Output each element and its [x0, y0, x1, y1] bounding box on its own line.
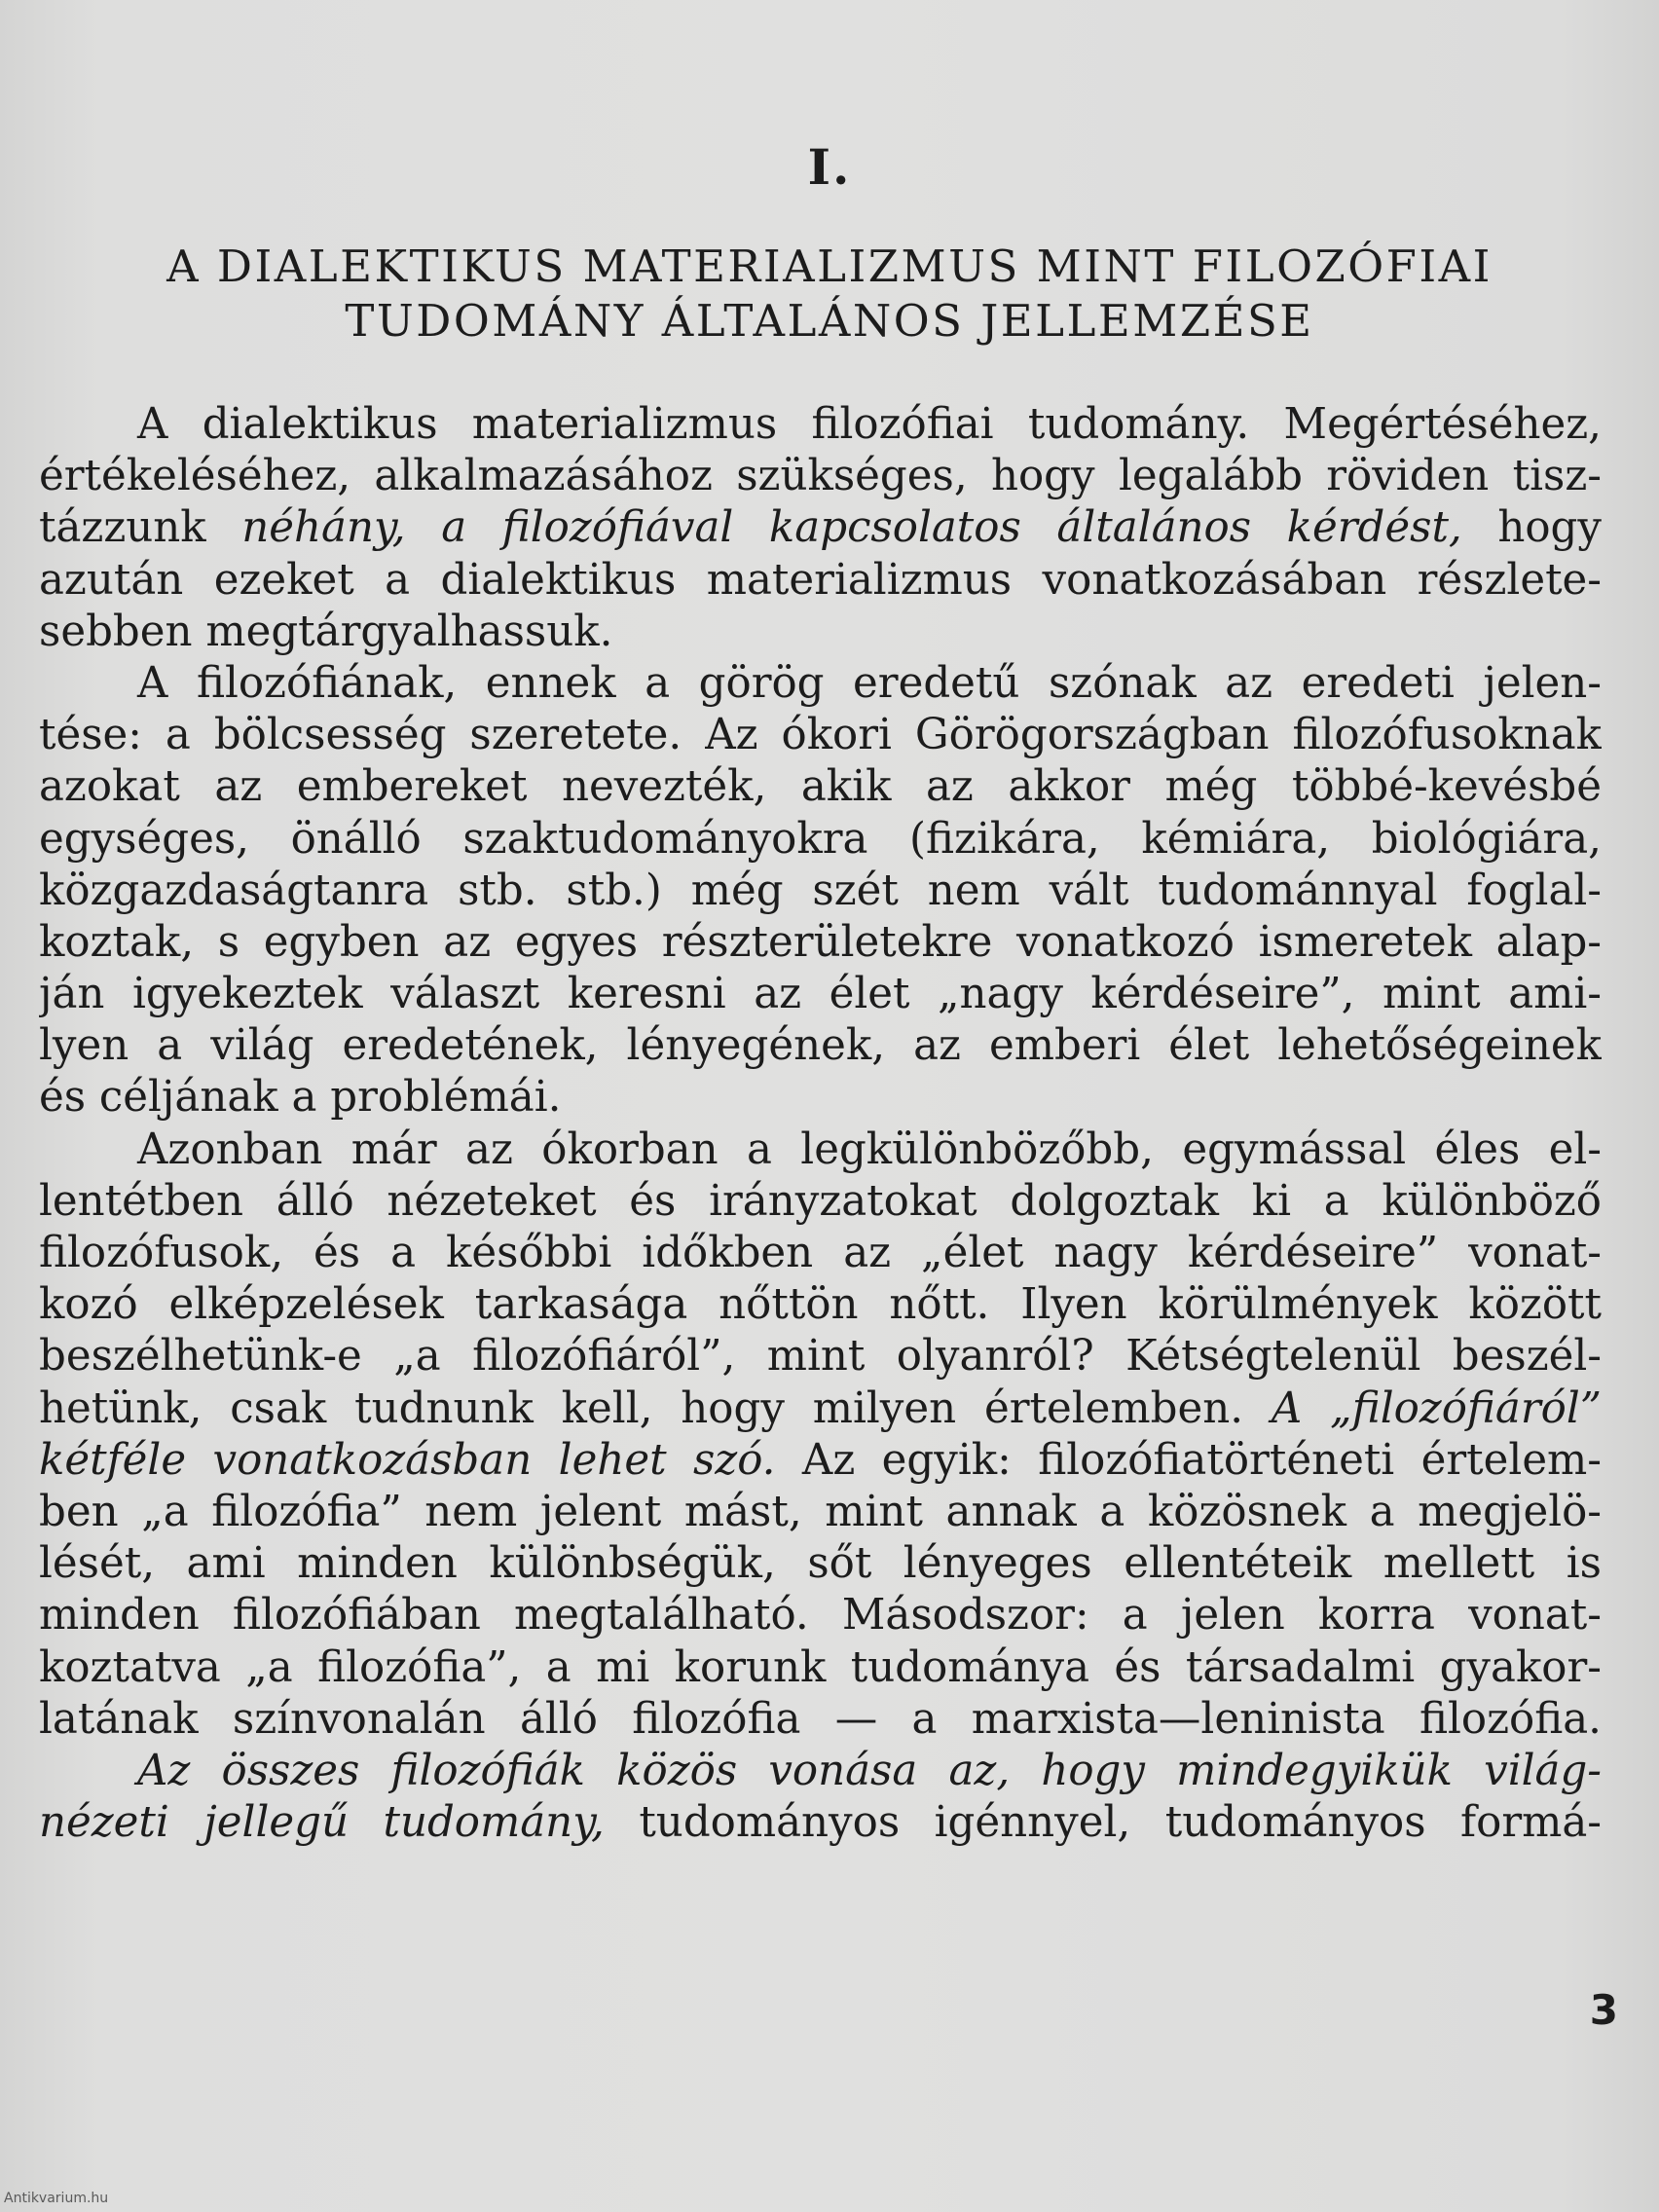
text-line — [39, 502, 1602, 554]
text-run: ben „a filozófia” nem jelent mást, mint annak a közösnek a megjelö- — [39, 1487, 1602, 1536]
text-run: hetünk, csak tudnunk kell, hogy milyen értelemben. — [39, 1383, 1272, 1433]
text-line — [39, 761, 1602, 813]
text-line — [39, 710, 1602, 761]
text-run: minden filozófiában megtalálható. Másodszor: a jelen korra vonat- — [39, 1591, 1602, 1641]
text-run: A filozófiának, ennek a görög eredetű szónak az eredeti jelen- — [137, 658, 1602, 708]
text-run: koztatva „a filozófia”, a mi korunk tudománya és társadalmi gyakor- — [39, 1642, 1602, 1692]
text-run: A dialektikus materializmus filozófiai tudomány. Megértéséhez, — [137, 400, 1602, 449]
text-run: beszélhetünk-e „a filozófiáról”, mint olyanról? Kétségtelenül beszél- — [39, 1332, 1602, 1382]
text-run: lentétben álló nézeteket és irányzatokat dolgoztak ki a különböző — [39, 1176, 1602, 1226]
text-run: sebben megtárgyalhassuk. — [39, 607, 613, 656]
text-run: azokat az embereket nevezték, akik az akkor még többé-kevésbé — [39, 762, 1602, 812]
italic-run: kétféle vonatkozásban lehet szó. — [39, 1435, 776, 1485]
text-run: kozó elképzelések tarkasága nőttön nőtt. Ilyen körülmények között — [39, 1280, 1602, 1330]
text-line — [39, 399, 1602, 451]
watermark: Antikvarium.hu — [4, 2191, 109, 2206]
text-line — [39, 1590, 1602, 1641]
text-line — [39, 1435, 1602, 1487]
text-run: közgazdaságtanra stb. stb.) még szét nem vált tudománnyal foglal- — [39, 866, 1602, 915]
body-text — [39, 399, 1602, 1849]
italic-run: Az összes filozófiák közös vonása az, hogy mindegyikük világ- — [137, 1746, 1602, 1795]
text-line — [39, 1538, 1602, 1590]
text-line — [39, 1694, 1602, 1746]
text-run: latának színvonalán álló filozófia — a marxista—leninista filozófia. — [39, 1694, 1602, 1744]
text-line — [39, 1642, 1602, 1694]
text-run: hogy — [1461, 503, 1602, 553]
text-line — [39, 1279, 1602, 1331]
text-line — [39, 917, 1602, 969]
text-line — [39, 969, 1602, 1020]
text-run: értékeléséhez, alkalmazásához szükséges, hogy legalább röviden tisz- — [39, 452, 1602, 501]
text-line — [39, 1176, 1602, 1228]
italic-run: néhány, a filozófiával kapcsolatos általános kérdést, — [241, 503, 1462, 553]
text-line — [39, 555, 1602, 607]
chapter-number: I. — [807, 138, 852, 196]
text-line — [39, 1124, 1602, 1176]
text-line — [39, 451, 1602, 502]
text-run: filozófusok, és a későbbi időkben az „élet nagy kérdéseire” vonat- — [39, 1229, 1602, 1277]
text-line — [39, 1072, 1602, 1124]
chapter-title-line: A DIALEKTIKUS MATERIALIZMUS MINT FILOZÓFIAI — [166, 240, 1493, 292]
text-run: azután ezeket a dialektikus materializmus vonatkozásában részlete- — [39, 555, 1602, 605]
italic-run: nézeti jellegű tudomány, — [39, 1798, 605, 1848]
text-run: és céljának a problémái. — [39, 1073, 562, 1123]
text-run: Az egyik: filozófiatörténeti értelem- — [775, 1435, 1602, 1485]
text-line — [39, 1331, 1602, 1382]
text-line — [39, 1487, 1602, 1538]
text-run: tudományos igénnyel, tudományos formá- — [604, 1798, 1602, 1848]
text-line — [39, 1746, 1602, 1797]
text-line — [39, 1228, 1602, 1279]
text-run: tázzunk — [39, 503, 242, 553]
italic-run: A „filozófiáról” — [1271, 1383, 1602, 1433]
page-number: 3 — [1589, 1986, 1618, 2034]
text-line — [39, 1020, 1602, 1072]
text-run: egységes, önálló szaktudományokra (fizikára, kémiára, biológiára, — [39, 814, 1602, 864]
text-run: lését, ami minden különbségük, sőt lényeges ellentéteik mellett is — [39, 1539, 1602, 1589]
text-line — [39, 1383, 1602, 1435]
text-run: tése: a bölcsesség szeretete. Az ókori Görögországban filozófusoknak — [39, 711, 1602, 760]
text-line — [39, 607, 1602, 658]
text-run: ján igyekeztek választ keresni az élet „nagy kérdéseire”, mint ami- — [39, 970, 1602, 1019]
text-line — [39, 1797, 1602, 1849]
text-run: lyen a világ eredetének, lényegének, az emberi élet lehetőségeinek — [39, 1021, 1602, 1071]
text-run: koztak, s egyben az egyes részterületekre vonatkozó ismeretek alap- — [39, 917, 1602, 967]
text-run: Azonban már az ókorban a legkülönbözőbb, egymással éles el- — [137, 1124, 1602, 1174]
text-line — [39, 814, 1602, 866]
chapter-title-line: TUDOMÁNY ÁLTALÁNOS JELLEMZÉSE — [345, 295, 1314, 347]
text-line — [39, 866, 1602, 917]
chapter-title — [58, 240, 1601, 349]
text-line — [39, 658, 1602, 710]
